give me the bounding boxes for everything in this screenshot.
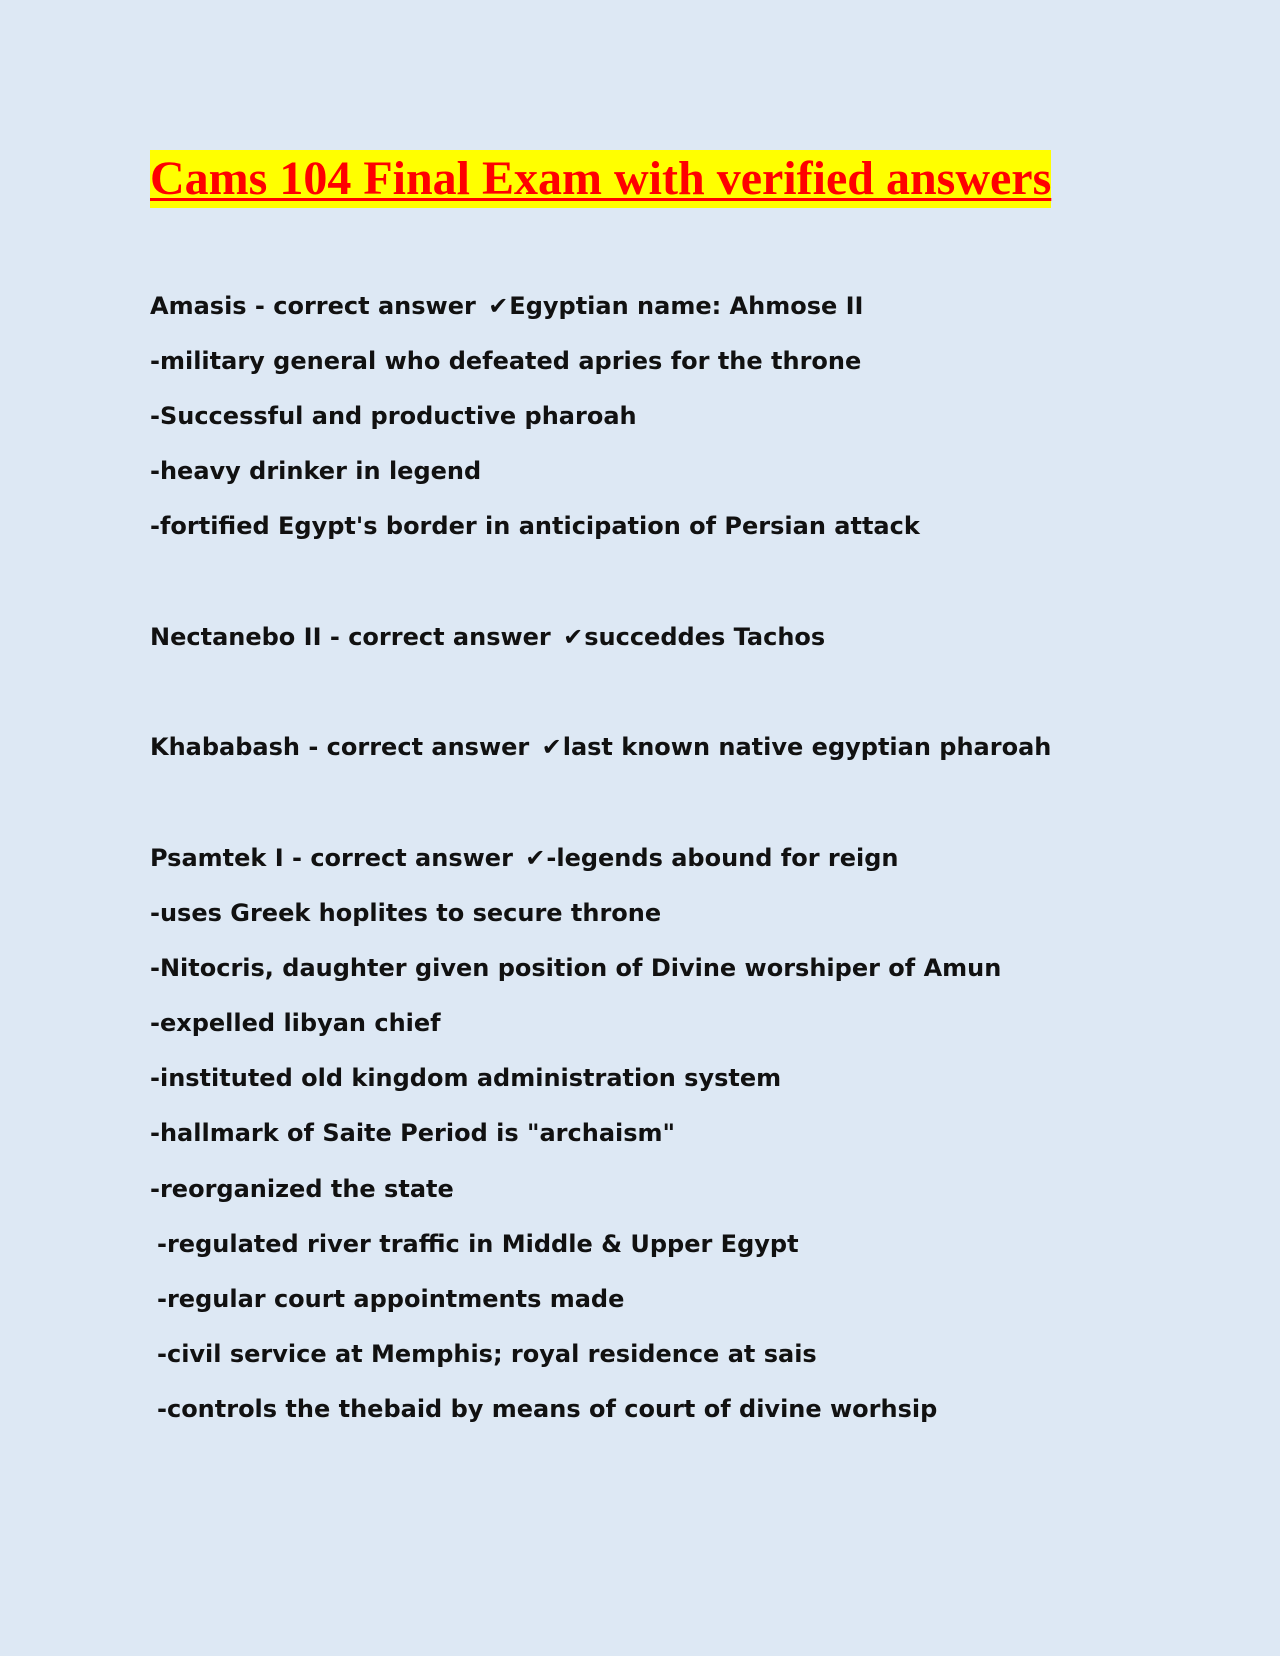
entry-separator: - correct answer: [246, 292, 485, 320]
check-icon: ✔: [563, 623, 584, 651]
entry-answer: last known native egyptian pharoah: [562, 733, 1052, 761]
entry-term: Khababash: [150, 733, 300, 761]
entry-detail: -expelled libyan chief: [150, 1009, 441, 1037]
check-icon: ✔: [525, 844, 546, 872]
check-icon: ✔: [541, 733, 562, 761]
entry-detail: -military general who defeated apries for the throne: [150, 347, 862, 375]
entry-answer: Egyptian name: Ahmose II: [509, 292, 864, 320]
entry-answer: succeddes Tachos: [584, 623, 826, 651]
entry-detail: -instituted old kingdom administration system: [150, 1064, 782, 1092]
entry-detail: -uses Greek hoplites to secure throne: [150, 899, 662, 927]
entry-separator: - correct answer: [283, 844, 522, 872]
entry-term: Amasis: [150, 292, 247, 320]
entry-separator: - correct answer: [300, 733, 538, 761]
qa-entry-nectanebo-ii: [150, 621, 825, 653]
entry-term: Psamtek I: [150, 844, 284, 872]
document-title: Cams 104 Final Exam with verified answers: [150, 150, 1051, 208]
entry-detail: -civil service at Memphis; royal residence at sais: [157, 1340, 817, 1368]
entry-detail: -reorganized the state: [150, 1175, 454, 1203]
entry-detail: -regulated river traffic in Middle & Upper Egypt: [157, 1230, 799, 1258]
qa-entry-amasis: [150, 290, 863, 322]
entry-detail: -heavy drinker in legend: [150, 457, 482, 485]
entry-detail: -Successful and productive pharoah: [150, 402, 637, 430]
entry-detail: -regular court appointments made: [157, 1285, 625, 1313]
entry-term: Nectanebo II: [150, 623, 322, 651]
entry-detail: -controls the thebaid by means of court of divine worhsip: [157, 1395, 938, 1423]
entry-detail: -fortified Egypt's border in anticipation of Persian attack: [150, 512, 920, 540]
entry-answer: -legends abound for reign: [546, 844, 899, 872]
check-icon: ✔: [488, 292, 509, 320]
qa-entry-psamtek-i: [150, 842, 899, 874]
qa-entry-khababash: [150, 731, 1051, 763]
entry-detail: -hallmark of Saite Period is "archaism": [150, 1119, 676, 1147]
entry-separator: - correct answer: [321, 623, 560, 651]
entry-detail: -Nitocris, daughter given position of Divine worshiper of Amun: [150, 954, 1002, 982]
